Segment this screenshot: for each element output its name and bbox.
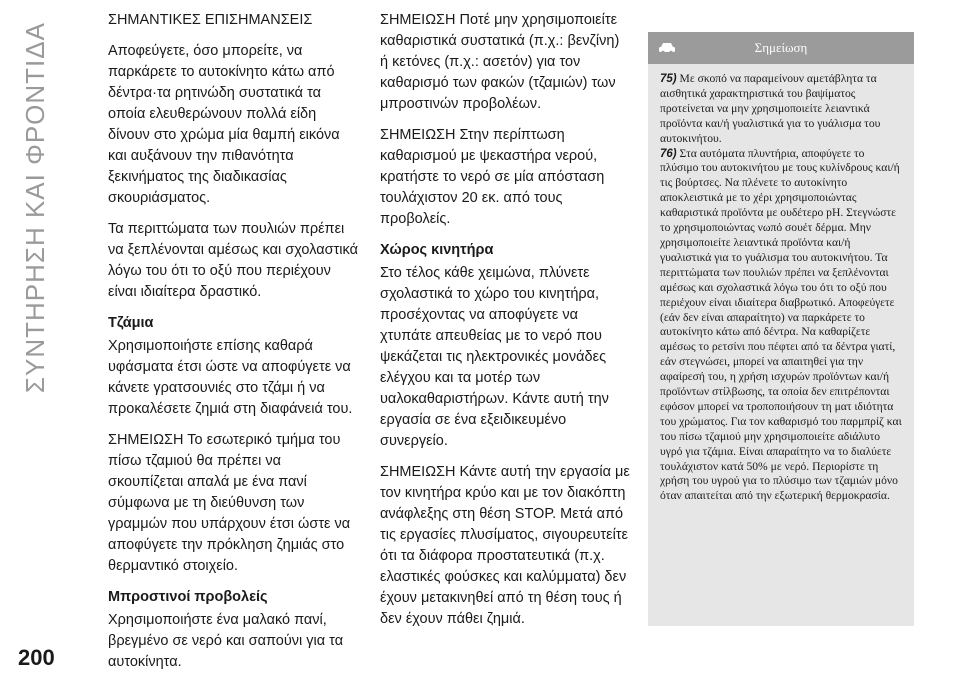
paragraph: ΣΗΜΕΙΩΣΗ Το εσωτερικό τμήμα του πίσω τζαμιού θα πρέπει να σκουπίζεται απαλά με ένα πανί σύμφωνα με τη διεύθυνση των γραμμών που υπάρχουν έτσι ώστε να αποφύγετε την πρόκληση ζημιάς στο θερμαντικό στοιχείο. bbox=[108, 432, 351, 574]
paragraph: ΣΗΜΕΙΩΣΗ Κάντε αυτή την εργασία με τον κινητήρα κρύο και με τον διακόπτη ανάφλεξης στη θέση STOP. Μετά από τις εργασίες πλυσίματος, σιγουρευτείτε ότι τα διάφορα προστατευτικά (π.χ. ελαστικές φούσκες και καλύμματα) δεν έχουν μετακινηθεί από τη θέση τους ή δεν έχουν πάθει ζημιά. bbox=[380, 464, 630, 627]
paragraph: ΣΗΜΑΝΤΙΚΕΣ ΕΠΙΣΗΜΑΝΣΕΙΣ bbox=[108, 12, 313, 28]
text-column-left bbox=[108, 10, 360, 683]
section-heading-headlights: Μπροστινοί προβολείς bbox=[108, 589, 268, 605]
paragraph: Χρησιμοποιήστε ένα μαλακό πανί, βρεγμένο σε νερό και σαπούνι για τα αυτοκίνητα. bbox=[108, 612, 344, 670]
paragraph: ΣΗΜΕΙΩΣΗ Στην περίπτωση καθαρισμού με ψεκαστήρα νερού, κρατήστε το νερό σε μία απόσταση τουλάχιστον 20 εκ. από τους προβολείς. bbox=[380, 127, 605, 227]
note-item bbox=[660, 72, 904, 147]
text-column-middle bbox=[380, 10, 630, 640]
note-item-text: Στα αυτόματα πλυντήρια, αποφύγετε το πλύσιμο του αυτοκινήτου με τους κυλίνδρους και/ή τις βούρτσες. Να πλένετε το αυτοκίνητο αποκλειστικά με το χέρι χρησιμοποιώντας καθαριστικά προϊόντα με ουδέτερο pH. Στεγνώστε το χρησιμοποιώντας νωπό σουέτ δέρμα. Μην χρησιμοποιείτε λειαντικά προϊόντα και/ή γυαλιστικά για το γυάλισμα του αυτοκινήτου. Τα περιττώματα των πουλιών πρέπει να ξεπλένονται αμέσως και σχολαστικά λόγω του ότι το οξύ που περιέχουν είναι ιδιαίτερα διαβρωτικό. Αποφεύγετε (εάν δεν είναι απαραίτητο) να παρκάρετε το αυτοκίνητο κάτω από δέντρα. Να καθαρίζετε αμέσως το ρετσίνι που πέφτει από τα δέντρα γιατί, εάν στεγνώσει, μπορεί να απαιτηθεί για την αφαίρεσή του, η χρήση ισχυρών προϊόντων και/ή προϊόντων στίλβωσης, τα οποία δεν επιτρέπονται εφόσον μπορεί να τροποποιήσουν τη ματ ιδιότητα του χρώματος. Για τον καθαρισμό του παρμπρίζ και του πίσω τζαμιού μην χρησιμοποιείτε αδιάλυτο υγρό για τζάμια. Είναι απαραίτητο να το διαλύετε τουλάχιστον κατά 50% με νερό. Περιορίστε τη χρήση του υγρού για το πλύσιμο των τζαμιών μόνο όταν απαιτείται από την εξωτερική θερμοκρασία. bbox=[660, 146, 902, 503]
paragraph: ΣΗΜΕΙΩΣΗ Ποτέ μην χρησιμοποιείτε καθαριστικά συστατικά (π.χ.: βενζίνη) ή κετόνες (π.χ.: ασετόν) για τον καθαρισμό των φακών (τζαμιών) των μπροστινών προβολέων. bbox=[380, 12, 620, 112]
chapter-side-title bbox=[16, 18, 54, 398]
car-icon bbox=[658, 41, 676, 55]
note-item-number: 76) bbox=[660, 147, 677, 160]
paragraph: Αποφεύγετε, όσο μπορείτε, να παρκάρετε το αυτοκίνητο κάτω από δέντρα·τα ρητινώδη συστατικά τα οποία ελευθερώνουν πολλά είδη δίνουν στο χρώμα μία θαμπή εικόνα και αυξάνουν την πιθανότητα ξεκινήματος της διαδικασίας σκουριάσματος. bbox=[108, 43, 340, 206]
note-item bbox=[660, 147, 904, 505]
note-title: Σημείωση bbox=[754, 40, 808, 55]
note-header bbox=[648, 32, 914, 64]
note-item-number: 75) bbox=[660, 73, 677, 85]
chapter-title-text: ΣΥΝΤΗΡΗΣΗ ΚΑΙ ΦΡΟΝΤΙΔΑ bbox=[19, 22, 50, 394]
page-number: 200 bbox=[18, 645, 55, 670]
paragraph: Στο τέλος κάθε χειμώνα, πλύνετε σχολαστικά το χώρο του κινητήρα, προσέχοντας να αποφύγετε να χτυπάτε απευθείας με το νερό που ψεκάζεται τις ηλεκτρονικές μονάδες ελέγχου και τα μοτέρ των υαλοκαθαριστήρων. Κάντε αυτή την εργασία σε ένα εξειδικευμένο συνεργείο. bbox=[380, 265, 609, 449]
note-box bbox=[648, 32, 914, 626]
section-heading-glass: Τζάμια bbox=[108, 315, 154, 331]
note-item-text: Με σκοπό να παραμείνουν αμετάβλητα τα αισθητικά χαρακτηριστικά του βαψίματος προτείνεται να μην χρησιμοποιείτε λειαντικά προϊόντα και/ή γυαλιστικά για το γυάλισμα του αυτοκινήτου. bbox=[660, 72, 881, 145]
paragraph: Χρησιμοποιήστε επίσης καθαρά υφάσματα έτσι ώστε να αποφύγετε να κάνετε γρατσουνιές στο τζάμι ή να προκαλέσετε ζημιά στη διαφάνειά του. bbox=[108, 338, 353, 417]
note-body bbox=[648, 64, 914, 504]
paragraph: Τα περιττώματα των πουλιών πρέπει να ξεπλένονται αμέσως και σχολαστικά λόγω του ότι το οξύ που περιέχουν είναι ιδιαίτερα δραστικό. bbox=[108, 221, 358, 300]
section-heading-engine-bay: Χώρος κινητήρα bbox=[380, 242, 494, 258]
